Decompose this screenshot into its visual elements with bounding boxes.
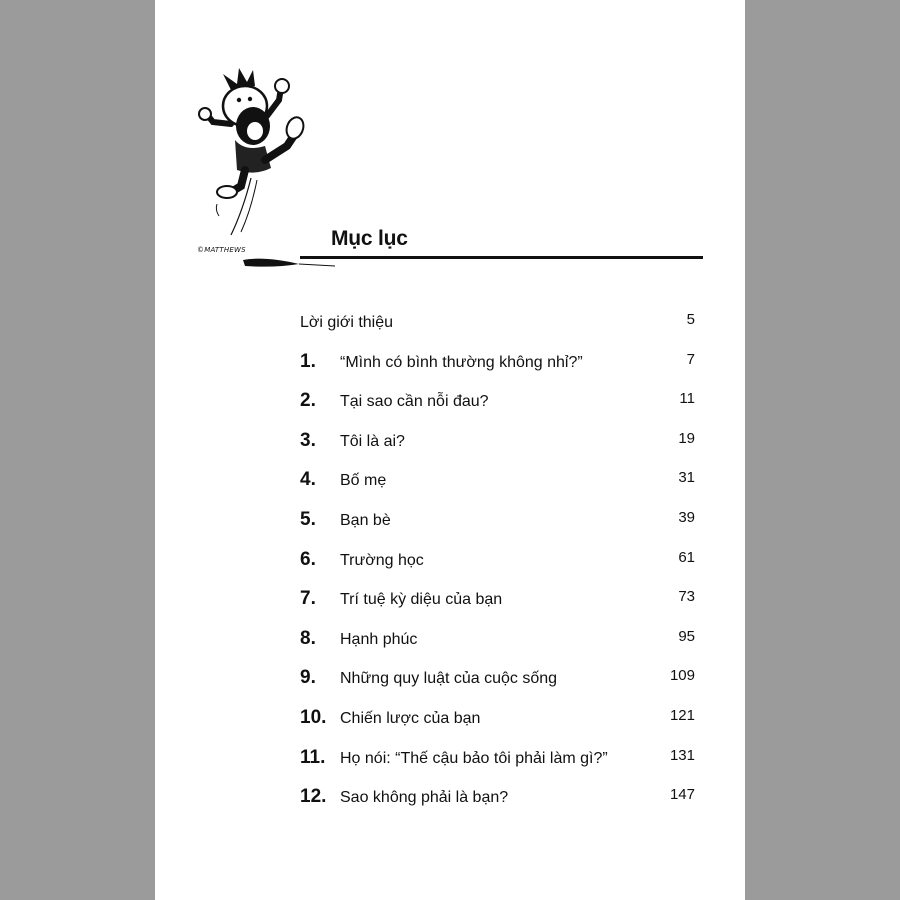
toc-entry-label: Họ nói: “Thế cậu bảo tôi phải làm gì?” bbox=[340, 749, 608, 767]
toc-entry-label: Sao không phải là bạn? bbox=[340, 789, 509, 807]
toc-entry-label: Tôi là ai? bbox=[340, 432, 405, 450]
toc-entry-label: Bố mẹ bbox=[340, 472, 387, 490]
toc-entry-number: 10. bbox=[300, 706, 327, 728]
toc-entry-label: Những quy luật của cuộc sống bbox=[340, 670, 558, 688]
toc-entry-number: 1. bbox=[300, 350, 316, 372]
toc-entry-page: 61 bbox=[678, 548, 695, 566]
toc-entry-10[interactable] bbox=[300, 699, 695, 739]
toc-entry-4[interactable] bbox=[300, 461, 695, 501]
illustrator-signature: ©MATTHEWS bbox=[197, 246, 246, 254]
toc-entry-page: 19 bbox=[678, 429, 695, 447]
toc-entry-page: 121 bbox=[669, 706, 695, 724]
toc-entry-page: 109 bbox=[669, 667, 695, 685]
page-title: Mục lục bbox=[331, 227, 408, 250]
toc-entry-label: Trường học bbox=[340, 551, 424, 569]
toc-entry-number: 5. bbox=[300, 508, 316, 530]
toc-entry-number: 11. bbox=[300, 746, 326, 768]
toc-entry-number: 4. bbox=[300, 469, 316, 491]
toc-entry-label: Bạn bè bbox=[340, 511, 391, 529]
toc-entry-label: Chiến lược của bạn bbox=[340, 709, 481, 727]
toc-entry-label: Tại sao cần nỗi đau? bbox=[340, 393, 489, 411]
toc-entry-intro[interactable] bbox=[300, 303, 695, 343]
toc-entry-2[interactable] bbox=[300, 382, 695, 422]
toc-entry-page: 11 bbox=[679, 390, 695, 408]
toc-entry-label: Lời giới thiệu bbox=[300, 314, 394, 331]
toc-entry-6[interactable] bbox=[300, 541, 695, 581]
toc-entry-label: Hạnh phúc bbox=[340, 630, 418, 648]
toc-entry-12[interactable] bbox=[300, 778, 695, 818]
toc-entry-8[interactable] bbox=[300, 620, 695, 660]
toc-entry-5[interactable] bbox=[300, 501, 695, 541]
toc-entry-9[interactable] bbox=[300, 659, 695, 699]
toc-entry-7[interactable] bbox=[300, 580, 695, 620]
toc-entry-page: 7 bbox=[686, 350, 695, 368]
toc-entry-page: 147 bbox=[669, 786, 695, 804]
toc-entry-3[interactable] bbox=[300, 422, 695, 462]
toc-entry-1[interactable] bbox=[300, 343, 695, 383]
toc-entry-number: 3. bbox=[300, 429, 316, 451]
toc-entry-number: 6. bbox=[300, 548, 316, 570]
toc-entry-label: Trí tuệ kỳ diệu của bạn bbox=[340, 591, 503, 609]
toc-entry-page: 39 bbox=[678, 508, 695, 526]
toc-entry-label: “Mình có bình thường không nhỉ?” bbox=[340, 353, 583, 371]
toc-entry-page: 73 bbox=[678, 588, 695, 606]
toc-entry-11[interactable] bbox=[300, 739, 695, 779]
toc-list bbox=[300, 303, 695, 818]
toc-entry-number: 9. bbox=[300, 667, 316, 689]
toc-entry-number: 7. bbox=[300, 588, 316, 610]
toc-entry-page: 95 bbox=[678, 627, 695, 645]
toc-entry-page: 5 bbox=[686, 311, 695, 328]
toc-entry-number: 8. bbox=[300, 627, 316, 649]
title-divider bbox=[300, 256, 703, 259]
toc-entry-number: 12. bbox=[300, 786, 327, 808]
toc-entry-number: 2. bbox=[300, 390, 316, 412]
toc-entry-page: 31 bbox=[678, 469, 695, 487]
book-page bbox=[155, 0, 745, 900]
toc-entry-page: 131 bbox=[669, 746, 695, 764]
